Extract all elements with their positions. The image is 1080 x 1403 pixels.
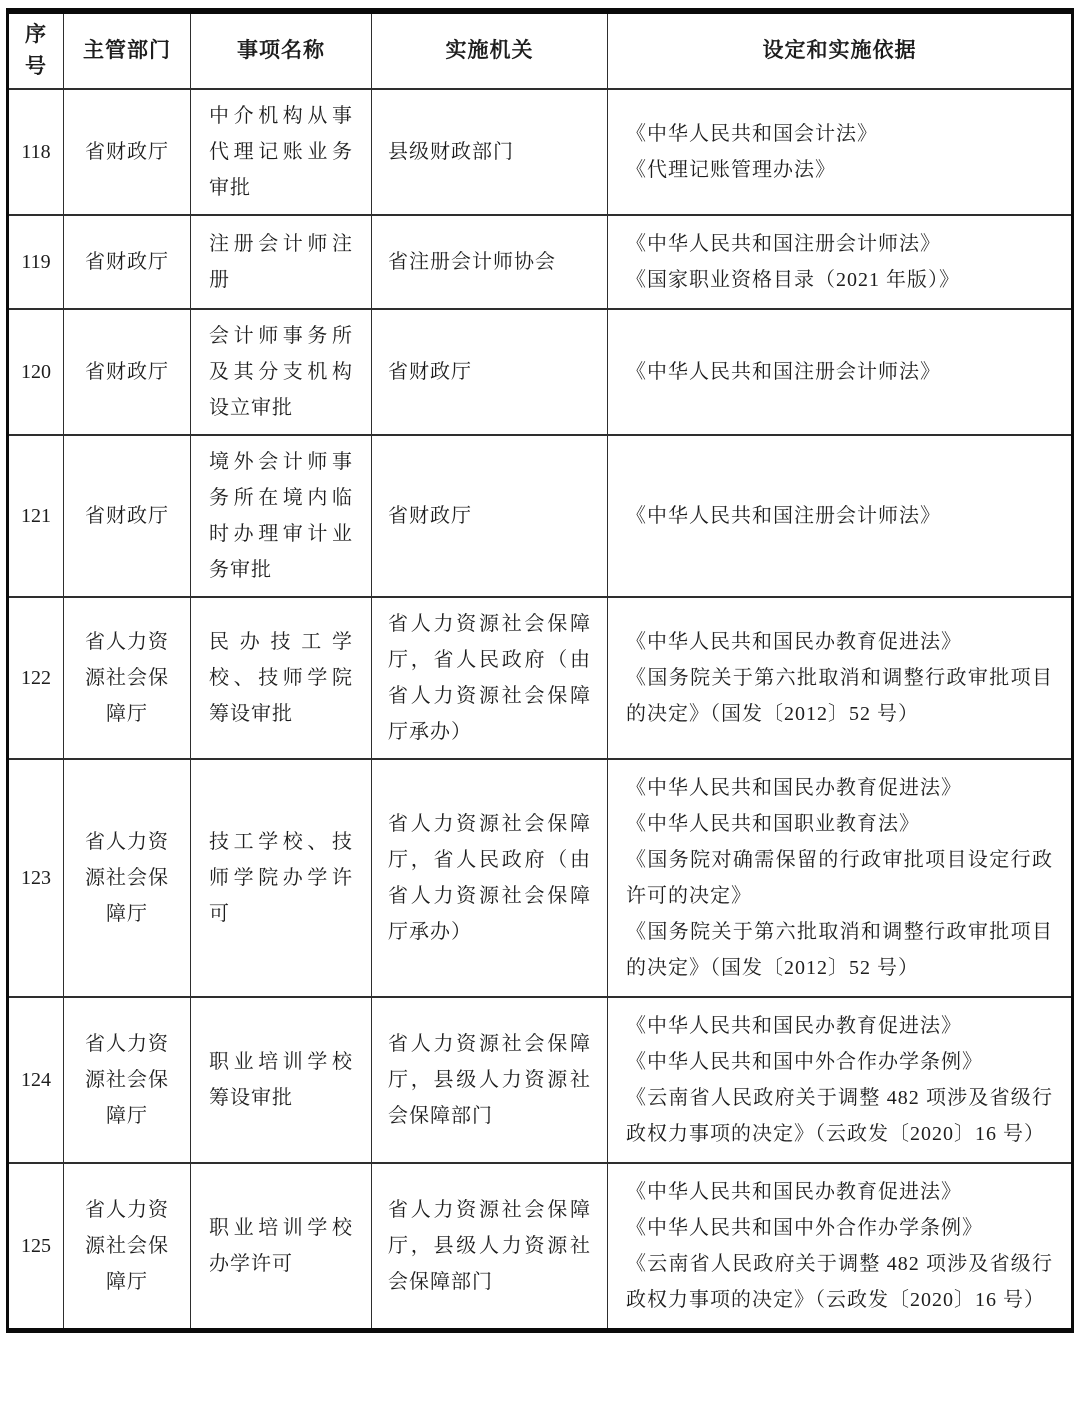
cell-serial-number: 119 (8, 215, 64, 309)
header-row (8, 11, 1073, 89)
header-implementing-agency: 实施机关 (372, 11, 608, 89)
cell-item-name: 职业培训学校筹设审批 (191, 997, 372, 1163)
header-serial-number: 序号 (8, 11, 64, 89)
cell-department: 省人力资源社会保障厅 (64, 597, 191, 759)
header-legal-basis: 设定和实施依据 (608, 11, 1073, 89)
cell-implementing-agency: 县级财政部门 (372, 89, 608, 215)
table-row (8, 309, 1073, 435)
header-item-name: 事项名称 (191, 11, 372, 89)
cell-implementing-agency: 省财政厅 (372, 309, 608, 435)
basis-item: 《中华人民共和国注册会计师法》 (626, 505, 941, 527)
table-row (8, 215, 1073, 309)
cell-implementing-agency: 省财政厅 (372, 435, 608, 597)
table-row (8, 759, 1073, 997)
cell-legal-basis (608, 1163, 1073, 1331)
table-row (8, 435, 1073, 597)
basis-item: 《云南省人民政府关于调整 482 项涉及省级行政权力事项的决定》（云政发〔2020〕16 号） (626, 1087, 1053, 1145)
basis-item: 《云南省人民政府关于调整 482 项涉及省级行政权力事项的决定》（云政发〔2020〕16 号） (626, 1253, 1053, 1311)
table-row (8, 597, 1073, 759)
cell-item-name: 民办技工学校、技师学院筹设审批 (191, 597, 372, 759)
basis-item: 《国务院关于第六批取消和调整行政审批项目的决定》（国发〔2012〕52 号） (626, 667, 1053, 725)
cell-department: 省人力资源社会保障厅 (64, 1163, 191, 1331)
cell-item-name: 中介机构从事代理记账业务审批 (191, 89, 372, 215)
cell-serial-number: 121 (8, 435, 64, 597)
cell-department: 省人力资源社会保障厅 (64, 997, 191, 1163)
basis-item: 《代理记账管理办法》 (626, 159, 836, 181)
table-body (8, 89, 1073, 1331)
table-header (8, 11, 1073, 89)
cell-implementing-agency: 省人力资源社会保障厅，县级人力资源社会保障部门 (372, 997, 608, 1163)
cell-implementing-agency: 省注册会计师协会 (372, 215, 608, 309)
approval-items-table (6, 8, 1074, 1333)
cell-implementing-agency: 省人力资源社会保障厅，省人民政府（由省人力资源社会保障厅承办） (372, 759, 608, 997)
cell-department: 省人力资源社会保障厅 (64, 759, 191, 997)
cell-item-name: 会计师事务所及其分支机构设立审批 (191, 309, 372, 435)
cell-department: 省财政厅 (64, 435, 191, 597)
basis-item: 《中华人民共和国民办教育促进法》 (626, 1181, 962, 1203)
table-row (8, 89, 1073, 215)
cell-department: 省财政厅 (64, 309, 191, 435)
basis-item: 《中华人民共和国民办教育促进法》 (626, 1015, 962, 1037)
table-row (8, 997, 1073, 1163)
cell-implementing-agency: 省人力资源社会保障厅，县级人力资源社会保障部门 (372, 1163, 608, 1331)
basis-item: 《中华人民共和国注册会计师法》 (626, 361, 941, 383)
basis-item: 《国务院对确需保留的行政审批项目设定行政许可的决定》 (626, 849, 1053, 907)
basis-item: 《中华人民共和国职业教育法》 (626, 813, 920, 835)
cell-department: 省财政厅 (64, 89, 191, 215)
basis-item: 《中华人民共和国中外合作办学条例》 (626, 1217, 983, 1239)
table-row (8, 1163, 1073, 1331)
cell-legal-basis (608, 759, 1073, 997)
cell-serial-number: 123 (8, 759, 64, 997)
header-department: 主管部门 (64, 11, 191, 89)
cell-serial-number: 122 (8, 597, 64, 759)
cell-legal-basis (608, 309, 1073, 435)
cell-department: 省财政厅 (64, 215, 191, 309)
cell-item-name: 职业培训学校办学许可 (191, 1163, 372, 1331)
cell-serial-number: 118 (8, 89, 64, 215)
cell-serial-number: 125 (8, 1163, 64, 1331)
cell-implementing-agency: 省人力资源社会保障厅，省人民政府（由省人力资源社会保障厅承办） (372, 597, 608, 759)
cell-legal-basis (608, 997, 1073, 1163)
cell-legal-basis (608, 215, 1073, 309)
basis-item: 《中华人民共和国会计法》 (626, 123, 878, 145)
basis-item: 《中华人民共和国中外合作办学条例》 (626, 1051, 983, 1073)
cell-item-name: 技工学校、技师学院办学许可 (191, 759, 372, 997)
cell-legal-basis (608, 597, 1073, 759)
cell-legal-basis (608, 89, 1073, 215)
cell-serial-number: 120 (8, 309, 64, 435)
basis-item: 《国务院关于第六批取消和调整行政审批项目的决定》（国发〔2012〕52 号） (626, 921, 1053, 979)
cell-legal-basis (608, 435, 1073, 597)
cell-item-name: 境外会计师事务所在境内临时办理审计业务审批 (191, 435, 372, 597)
cell-item-name: 注册会计师注册 (191, 215, 372, 309)
basis-item: 《国家职业资格目录（2021 年版）》 (626, 269, 960, 291)
cell-serial-number: 124 (8, 997, 64, 1163)
basis-item: 《中华人民共和国注册会计师法》 (626, 233, 941, 255)
basis-item: 《中华人民共和国民办教育促进法》 (626, 777, 962, 799)
basis-item: 《中华人民共和国民办教育促进法》 (626, 631, 962, 653)
